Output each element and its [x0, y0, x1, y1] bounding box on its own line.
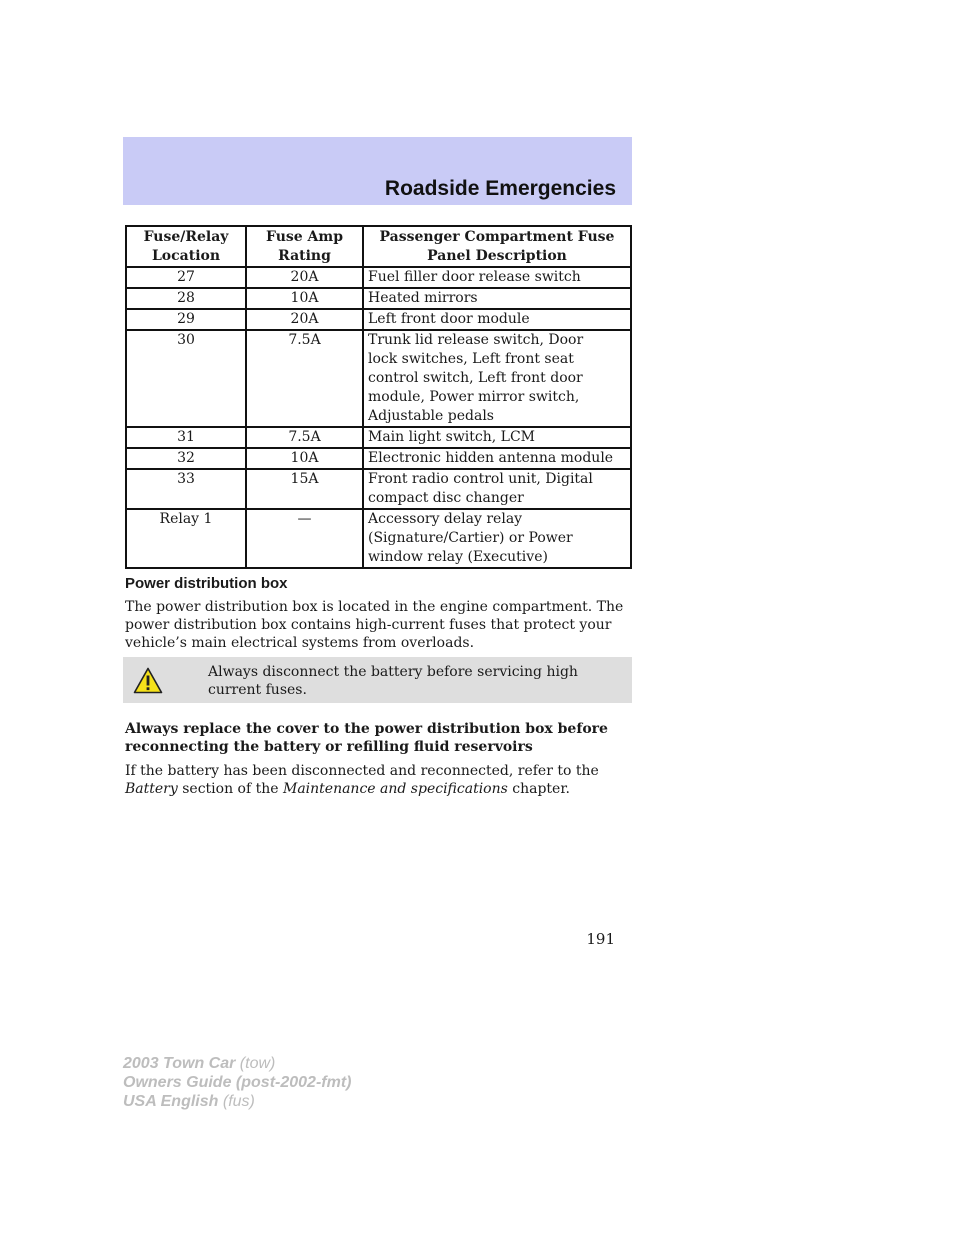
cell-rating: 10A — [246, 448, 363, 469]
cell-description: Left front door module — [363, 309, 631, 330]
footer-line-2 — [123, 1073, 351, 1092]
table-row — [126, 448, 631, 469]
table-row — [126, 509, 631, 568]
header-description: Passenger Compartment Fuse Panel Description — [363, 226, 631, 267]
cover-instruction: Always replace the cover to the power distribution box before reconnecting the battery or refilling fluid reservoirs — [125, 721, 608, 755]
document-footer — [123, 1054, 351, 1111]
footer-line-3 — [123, 1092, 351, 1111]
cell-description: Heated mirrors — [363, 288, 631, 309]
intro-paragraph: The power distribution box is located in the engine compartment. The power distribution box contains high-current fuses that protect your vehicle’s main electrical systems from overloads. — [125, 599, 624, 651]
footer-model: 2003 Town Car — [123, 1055, 236, 1072]
section-heading: Power distribution box — [125, 575, 288, 592]
cell-location: 31 — [126, 427, 246, 448]
cell-rating: 20A — [246, 309, 363, 330]
chapter-ref: Maintenance and specifications — [282, 781, 513, 797]
footer-language-code: (fus) — [218, 1093, 255, 1110]
cell-rating: 7.5A — [246, 427, 363, 448]
cell-description: Fuel filler door release switch — [363, 267, 631, 288]
cell-location: 28 — [126, 288, 246, 309]
table-header-row — [126, 226, 631, 267]
page-number: 191 — [586, 930, 615, 948]
cell-rating: 10A — [246, 288, 363, 309]
footer-language: USA English — [123, 1093, 219, 1110]
battery-text-end: chapter. — [512, 781, 570, 797]
cell-location: 27 — [126, 267, 246, 288]
battery-text-mid: section of the — [182, 781, 283, 797]
cell-description: Electronic hidden antenna module — [363, 448, 631, 469]
cell-rating: 15A — [246, 469, 363, 509]
cell-rating: — — [246, 509, 363, 568]
cell-description: Main light switch, LCM — [363, 427, 631, 448]
warning-text: Always disconnect the battery before servicing high current fuses. — [208, 664, 578, 698]
header-amp-rating: Fuse Amp Rating — [246, 226, 363, 267]
battery-section-ref: Battery — [125, 781, 183, 797]
table-row — [126, 330, 631, 427]
cell-description: Front radio control unit, Digital compact disc changer — [363, 469, 631, 509]
cell-description: Accessory delay relay (Signature/Cartier) or Power window relay (Executive) — [363, 509, 631, 568]
footer-guide: Owners Guide (post-2002-fmt) — [123, 1074, 352, 1091]
battery-text-start: If the battery has been disconnected and reconnected, refer to the — [125, 763, 599, 779]
header-location: Fuse/Relay Location — [126, 226, 246, 267]
cell-rating: 7.5A — [246, 330, 363, 427]
cell-location: 32 — [126, 448, 246, 469]
table-row — [126, 267, 631, 288]
battery-reference-paragraph — [125, 762, 635, 798]
table-row — [126, 427, 631, 448]
footer-line-1 — [123, 1054, 351, 1073]
table-row — [126, 309, 631, 330]
cell-location: 30 — [126, 330, 246, 427]
table-row — [126, 288, 631, 309]
cell-location: Relay 1 — [126, 509, 246, 568]
cell-location: 33 — [126, 469, 246, 509]
footer-model-code: (tow) — [235, 1055, 276, 1072]
warning-triangle-icon — [133, 667, 163, 694]
table-row — [126, 469, 631, 509]
cell-rating: 20A — [246, 267, 363, 288]
fuse-table — [125, 225, 632, 569]
cell-description: Trunk lid release switch, Door lock switches, Left front seat control switch, Left front door module, Power mirror switch, Adjustable pedals — [363, 330, 631, 427]
page-section-title: Roadside Emergencies — [384, 177, 616, 200]
cell-location: 29 — [126, 309, 246, 330]
